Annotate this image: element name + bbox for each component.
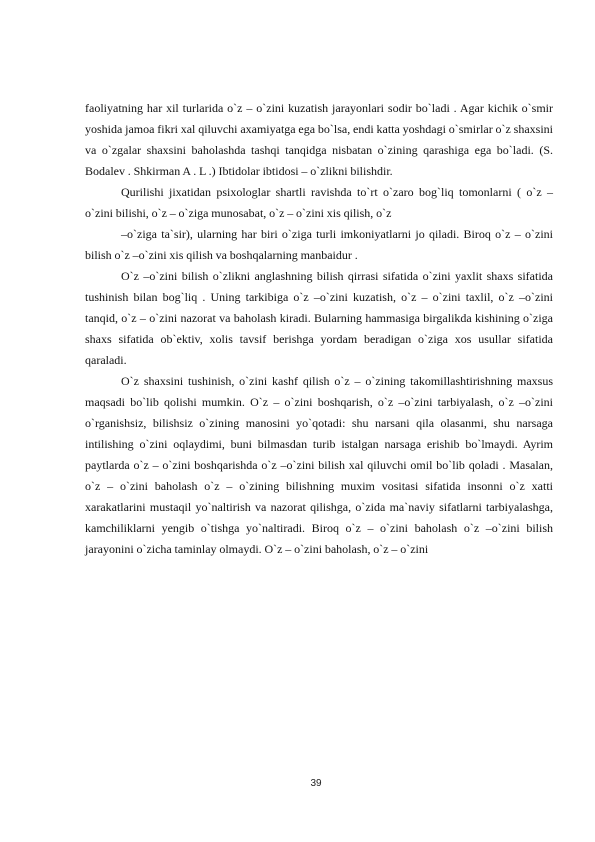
paragraph-3: –o`ziga ta`sir), ularning har biri o`ziga turli imkoniyatlarni jo qiladi. Biroq o`z – o`zini bilish o`z –o`zini xis qilish va boshqalarning manbaidur . bbox=[85, 227, 553, 262]
paragraph-2: Qurilishi jixatidan psixologlar shartli ravishda to`rt o`zaro bog`liq tomonlarni ( o`z – o`zini bilishi, o`z – o`ziga munosabat, o`z – o`zini xis qilish, o`z bbox=[85, 185, 553, 220]
paragraph-5: O`z shaxsini tushinish, o`zini kashf qilish o`z – o`zining takomillashtirishning maxsus maqsadi bo`lib qolishi mumkin. O`z – o`zini boshqarish, o`z –o`zini tarbiyalash, o`z –o`zini o`rganishsiz, bilishsiz o`zining manosini yo`qotadi: shu narsani qila olasanmi, shu narsaga intilishing o`zini oqlaydimi, buni bilmasdan turib istalgan narsaga erishib bo`lmaydi. Ayrim paytlarda o`z – o`zini boshqarishda o`z –o`zini bilish xal qiluvchi omil bo`lib qoladi . Masalan, o`z – o`zini baholash o`z – o`zining bilishning muxim vositasi sifatida insonni o`z xatti xarakatlarini mustaqil yo`naltirish va nazorat qilishga, o`zida ma`naviy sifatlarni tarbiyalashga, kamchiliklarni yengib o`tishga yo`naltiradi. Biroq o`z – o`zini baholash o`z –o`zini bilish jarayonini o`zicha taminlay olmaydi. O`z – o`zini baholash, o`z – o`zini bbox=[85, 374, 553, 556]
paragraph-1: faoliyatning har xil turlarida o`z – o`zini kuzatish jarayonlari sodir bo`ladi . Agar kichik o`smir yoshida jamoa fikri xal qiluvchi axamiyatga ega bo`lsa, endi katta yoshdagi o`smirlar o`z shaxsini va o`zgalar shaxsini baholashda tashqi tanqidga nisbatan o`zining qarashiga ega bo`ladi. (S. Bodalev . Shkirman A . L .) Ibtidolar ibtidosi – o`zlikni bilishdir. bbox=[85, 101, 553, 178]
body-text bbox=[85, 98, 553, 560]
page-number: 39 bbox=[310, 778, 322, 789]
paragraph-4: O`z –o`zini bilish o`zlikni anglashning bilish qirrasi sifatida o`zini yaxlit shaxs sifatida tushinish bilan bog`liq . Uning tarkibiga o`z –o`zini kuzatish, o`z – o`zini taxlil, o`z –o`zini tanqid, o`z – o`zini nazorat va baholash kiradi. Bularning hammasiga birgalikda kishining o`ziga shaxs sifatida ob`ektiv, xolis tavsif berishga yordam beradigan o`ziga xos usullar sifatida qaraladi. bbox=[85, 269, 553, 367]
